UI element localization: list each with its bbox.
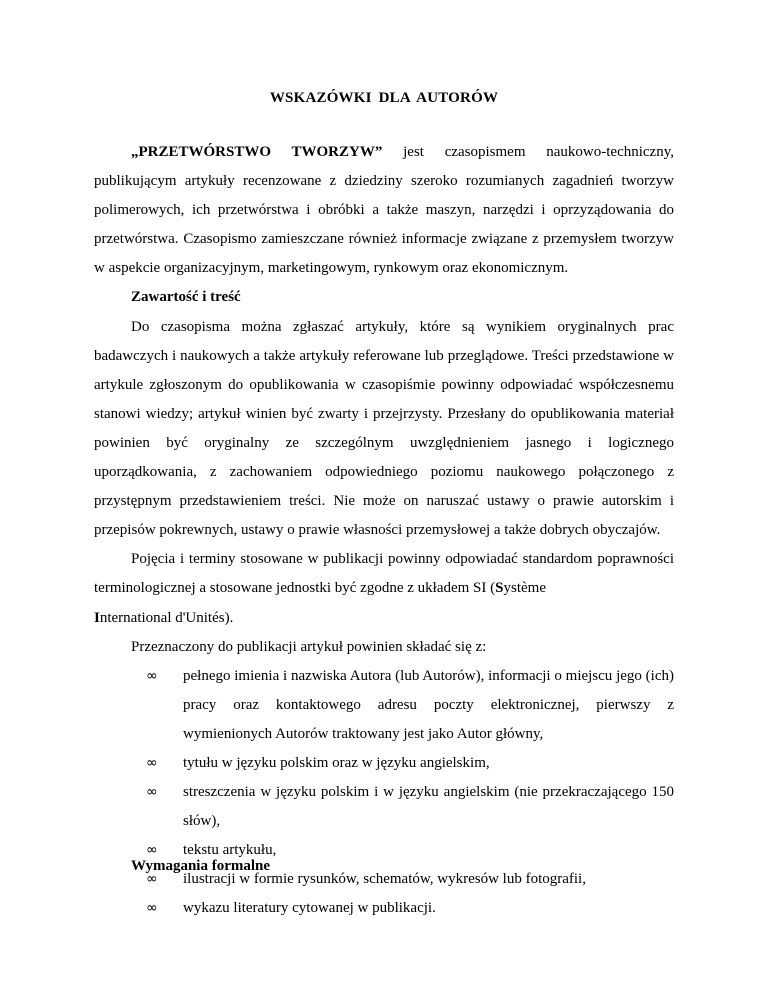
si-rest: nternational d'Unités).: [99, 609, 234, 626]
list-item-text: wykazu literatury cytowanej w publikacji.: [183, 900, 436, 917]
list-item: [94, 749, 674, 778]
list-item: [94, 894, 674, 923]
infinity-bullet-icon: ∞: [146, 871, 158, 888]
si-s-letter: S: [495, 580, 504, 597]
infinity-bullet-icon: ∞: [146, 842, 158, 859]
content-paragraph: Do czasopisma można zgłaszać artykuły, które są wynikiem oryginalnych prac badawczych i naukowych a także artykuły referowane lub przeglądowe. Treści przedstawione w artykule zgłoszonym do opublikowania w czasopiśmie powinny odpowiadać współczesnemu stanowi wiedzy; artykuł winien być zwarty i przejrzysty. Przesłany do opublikowania materiał powinien być oryginalny ze szczególnym uwzględnieniem jasnego i logicznego uporządkowania, z zachowaniem odpowiedniego poziomu naukowego połączonego z przystępnym przedstawieniem treści. Nie może on naruszać ustawy o prawie autorskim i przepisów pokrewnych, ustawy o prawie własności przemysłowej a także dobrych obyczajów.: [94, 318, 674, 539]
list-item-text: ilustracji w formie rysunków, schematów, wykresów lub fotografii,: [183, 871, 586, 888]
list-item: [94, 662, 674, 749]
list-item: [94, 778, 674, 836]
intro-paragraph: [94, 138, 674, 283]
document-body: [94, 138, 674, 924]
journal-name: „PRZETWÓRSTWO TWORZYW”: [131, 144, 383, 160]
requirements-list: [94, 662, 674, 924]
infinity-bullet-icon: ∞: [146, 900, 158, 917]
page-title: WSKAZÓWKI DLA AUTORÓW: [269, 90, 499, 106]
si-ysteme: ystème: [503, 580, 546, 597]
infinity-bullet-icon: ∞: [146, 667, 158, 684]
terms-text: Pojęcia i terminy stosowane w publikacji powinny odpowiadać standardom poprawności terminologicznej a stosowane jednostki być zgodne z układem SI (: [94, 551, 674, 597]
terms-paragraph: [94, 545, 674, 632]
infinity-bullet-icon: ∞: [146, 754, 158, 771]
list-item-text: streszczenia w języku polskim i w języku angielskim (nie przekraczającego 150 słów),: [183, 784, 674, 830]
list-item-text: pełnego imienia i nazwiska Autora (lub Autorów), informacji o miejscu jego (ich) pracy oraz kontaktowego adresu poczty elektronicznej, pierwszy z wymienionych Autorów traktowany jest jako Autor główny,: [183, 667, 674, 742]
infinity-bullet-icon: ∞: [146, 784, 158, 801]
si-i-letter: I: [94, 609, 100, 626]
list-item-text: tytułu w języku polskim oraz w języku angielskim,: [183, 754, 490, 771]
intro-text: jest czasopismem naukowo-techniczny, publikującym artykuły recenzowane z dziedziny szeroko rozumianych zagadnień tworzyw polimerowych, ich przetwórstwa i obróbki a także maszyn, narzędzi i oprzyządowania do przetwórstwa. Czasopismo zamieszczane również informacje związane z przemysłem tworzyw w aspekcie organizacyjnym, marketingowym, rynkowym oraz ekonomicznym.: [94, 144, 674, 277]
list-intro: Przeznaczony do publikacji artykuł powinien składać się z:: [131, 638, 487, 655]
list-item-text: tekstu artykułu,: [183, 842, 277, 859]
formal-requirements-heading: Wymagania formalne: [131, 858, 271, 874]
content-heading: Zawartość i treść: [131, 289, 241, 306]
